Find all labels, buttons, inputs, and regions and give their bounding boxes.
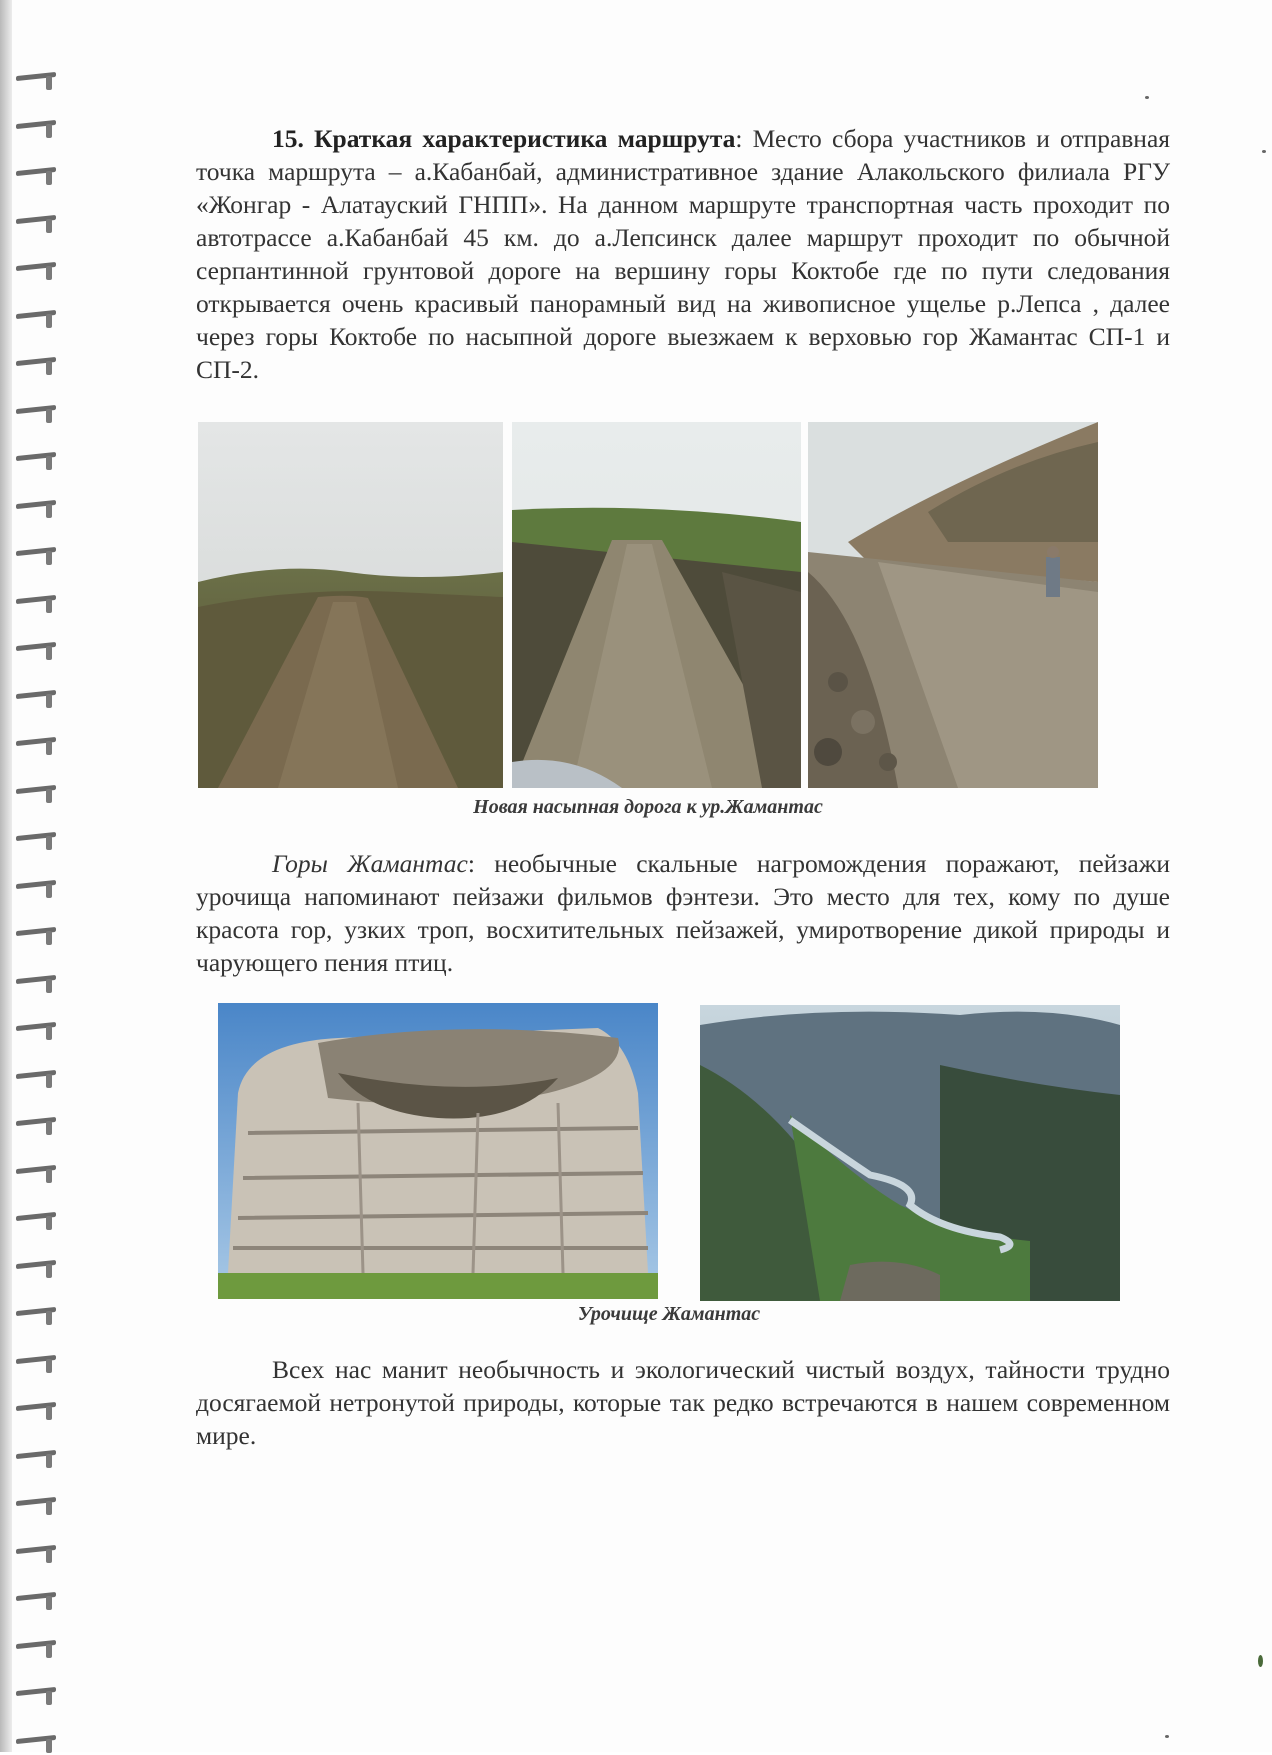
rock-formation-photo [218,1003,658,1299]
binding-coil [12,1305,60,1327]
road-photo-rocky-cliff [808,422,1098,788]
binding-coil [12,1590,60,1612]
binding-coil [12,830,60,852]
figure-caption-road: Новая насыпная дорога к ур.Жамантас [473,796,823,818]
binding-coil [12,118,60,140]
binding-coil [12,403,60,425]
binding-coil [12,165,60,187]
scan-speck [1262,150,1266,153]
section-number: 15. [272,124,304,153]
route-description-paragraph [196,122,1170,386]
binding-coil [12,1733,60,1755]
binding-coil [12,1258,60,1280]
binding-coil [12,498,60,520]
road-photo-gravel-road [512,422,801,788]
binding-coil [12,878,60,900]
valley-river-photo [700,1005,1120,1301]
binding-coil [12,1353,60,1375]
binding-coil [12,1115,60,1137]
spiral-binding [0,0,64,1752]
binding-coil [12,1020,60,1042]
binding-coil [12,735,60,757]
binding-coil [12,1448,60,1470]
binding-coil [12,545,60,567]
scan-speck [1165,1735,1169,1738]
binding-coil [12,1495,60,1517]
binding-coil [12,1685,60,1707]
binding-edge [0,0,12,1752]
binding-coil [12,783,60,805]
binding-coil [12,213,60,235]
scan-speck [1258,1655,1263,1667]
road-photo-foggy-hill [198,422,503,788]
binding-coil [12,1163,60,1185]
binding-coil [12,1638,60,1660]
binding-coil [12,308,60,330]
binding-coil [12,1400,60,1422]
binding-coil [12,450,60,472]
zhamantas-lead: Горы Жамантас [272,849,468,878]
binding-coil [12,1210,60,1232]
section-heading: Краткая характеристика маршрута [314,124,736,153]
binding-coil [12,1543,60,1565]
binding-coil [12,593,60,615]
binding-coil [12,640,60,662]
binding-coil [12,70,60,92]
binding-coil [12,355,60,377]
zhamantas-text: : необычные скальные нагромождения поражают, пейзажи урочища напоминают пейзажи фильмов фэнтези. Это место для тех, кому по душе красота гор, узких троп, восхитительных пейзажей, умиротворение дикой природы и чарующего пения птиц. [196,849,1170,977]
binding-coil [12,925,60,947]
binding-coil [12,1068,60,1090]
zhamantas-description-paragraph [196,847,1170,979]
closing-paragraph: Всех нас манит необычность и экологический чистый воздух, тайности трудно досягаемой нетронутой природы, которые так редко встречаются в нашем современном мире. [196,1355,1170,1450]
scan-speck [1145,96,1149,99]
binding-coil [12,260,60,282]
binding-coil [12,688,60,710]
figure-caption-zhamantas: Урочище Жамантас [577,1303,761,1325]
binding-coil [12,973,60,995]
route-description-text: : Место сбора участников и отправная точка маршрута – а.Кабанбай, административное здание Алакольского филиала РГУ «Жонгар - Алатауский ГНПП». На данном маршруте транспортная часть проходит по автотрассе а.Кабанбай 45 км. до а.Лепсинск далее маршрут проходит по обычной серпантинной грунтовой дороге на вершину горы Коктобе где по пути следования открывается очень красивый панорамный вид на живописное ущелье р.Лепса , далее через горы Коктобе по насыпной дороге выезжаем к верховью гор Жамантас СП-1 и СП-2. [196,124,1171,384]
